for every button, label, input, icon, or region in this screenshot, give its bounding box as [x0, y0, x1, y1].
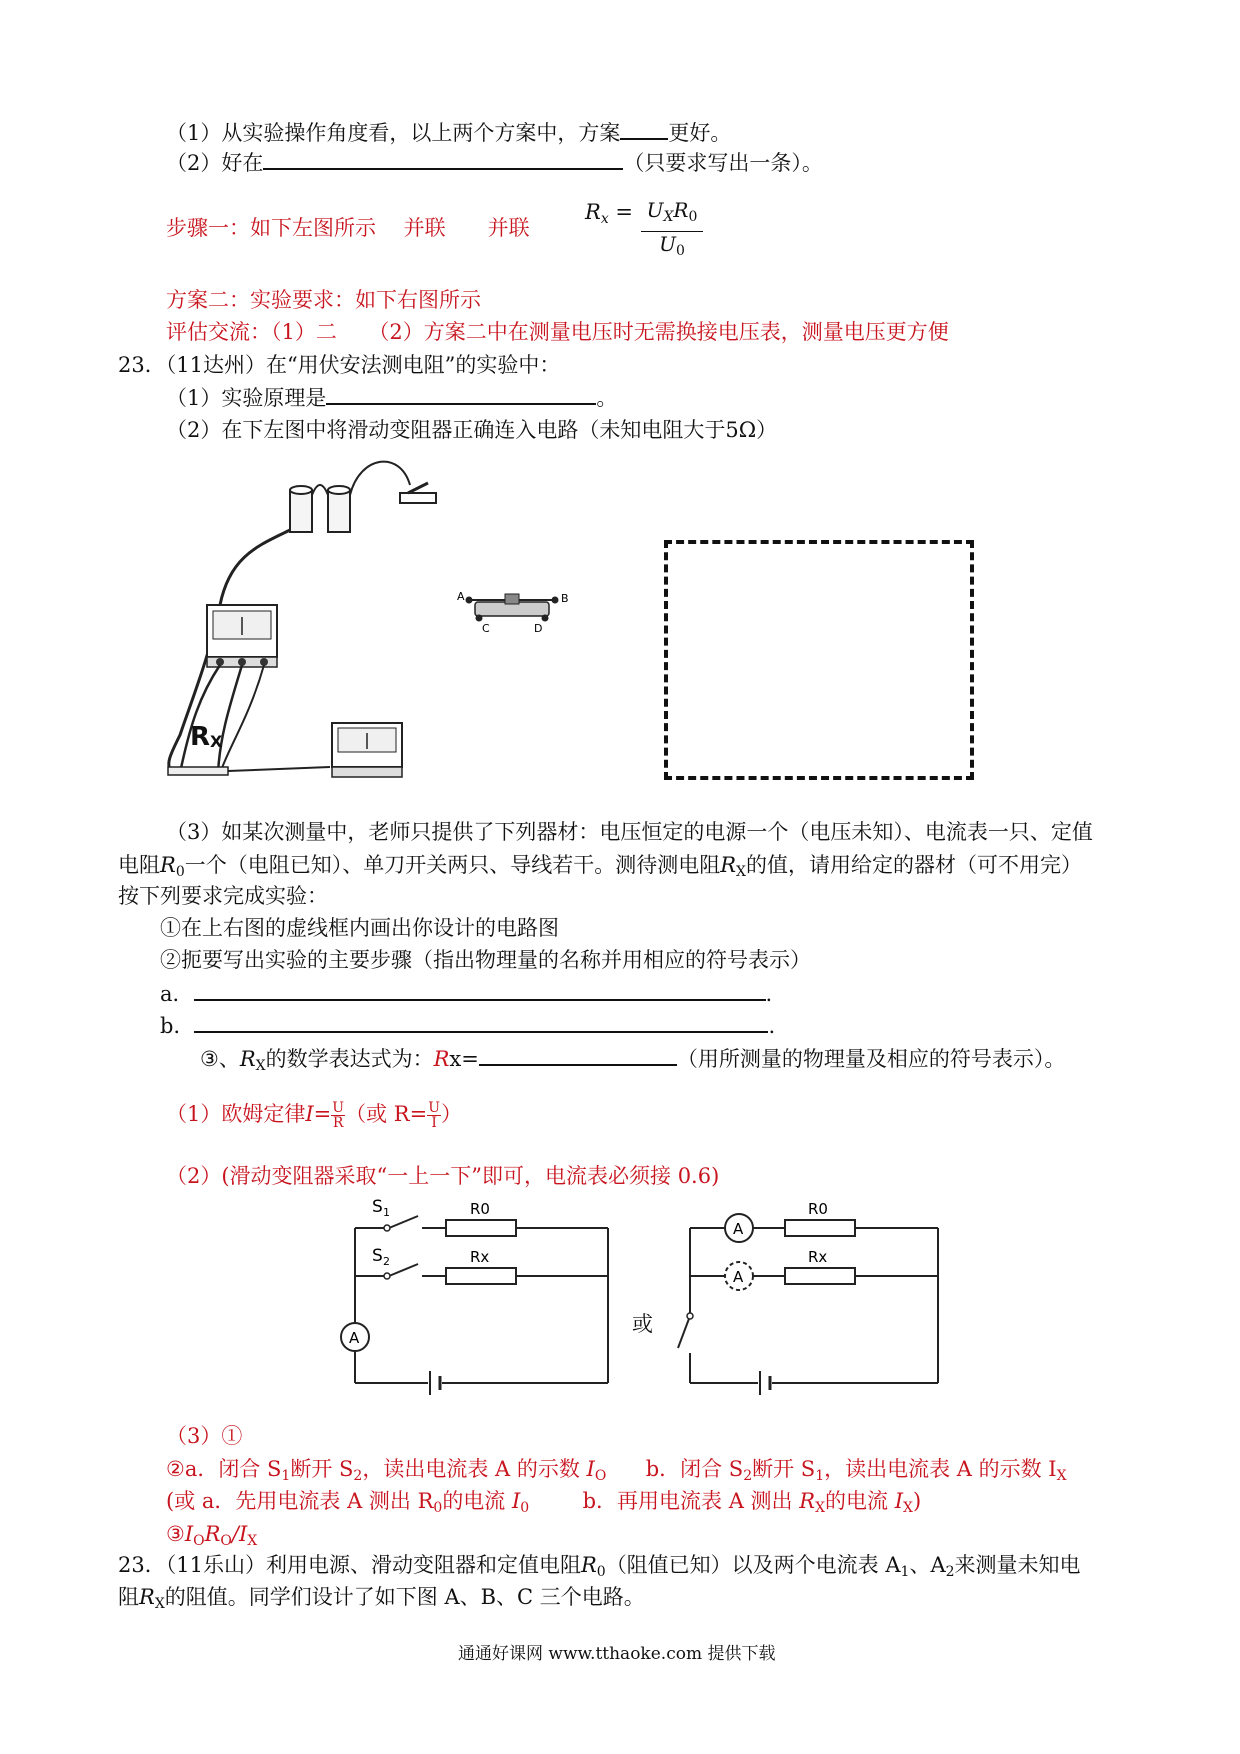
svg-text:C: C [482, 622, 490, 635]
requirement-2: ②扼要写出实验的主要步骤（指出物理量的名称并用相应的符号表示） [160, 948, 811, 972]
answer-23-2: （2）(滑动变阻器采取“一上一下”即可，电流表必须接 0.6) [166, 1164, 720, 1188]
answer-23-3a: ②a．闭合 $S_1$断开 $S_2$，读出电流表 A 的示数 $I_O$ b．闭合 $S_2$断开 $S_1$，读出电流表 A 的示数 $I_X$ [166, 1457, 1067, 1484]
drawing-area-box [664, 540, 974, 780]
physical-circuit-figure [160, 455, 470, 780]
problem-24-line2: 阻$R_X$的阻值。同学们设计了如下图 A、B、C 三个电路。 [118, 1585, 645, 1612]
answer-23-3-expr: $③I_OR_O/I_X$ [166, 1522, 258, 1549]
answer-eval: 评估交流：（1）二 （2）方案二中在测量电压时无需换接电压表，测量电压更方便 [166, 320, 949, 344]
problem-23-q2: （2）在下左图中将滑动变阻器正确连入电路（未知电阻大于5Ω） [166, 418, 778, 442]
switch [400, 493, 436, 503]
resistor-rx [785, 1268, 855, 1284]
answer-blank [194, 981, 766, 1001]
svg-text:A: A [733, 1220, 744, 1238]
problem-23-title: 23．（11达州）在“用伏安法测电阻”的实验中： [118, 353, 561, 377]
answer-blank [263, 150, 623, 170]
requirement-1: ①在上右图的虚线框内画出你设计的电路图 [160, 916, 559, 940]
circuit-diagram-left [330, 1198, 620, 1408]
problem-23-q1: （1）实验原理是 。 [166, 386, 618, 410]
resistor-r0 [446, 1220, 516, 1236]
requirement-3: ③、$R_X$的数学表达式为：Rx= （用所测量的物理量及相应的符号表示）。 [200, 1047, 1066, 1074]
rheostat-figure [455, 588, 575, 638]
svg-text:B: B [561, 592, 569, 605]
svg-text:S: S [372, 1198, 383, 1217]
problem-23-q3-line1: （3）如某次测量中，老师只提供了下列器材：电压恒定的电源一个（电压未知）、电流表一只、定值 [166, 820, 1093, 844]
answer-blank [326, 385, 596, 405]
answer-blank [620, 120, 668, 140]
answer-plan2: 方案二：实验要求：如下右图所示 [166, 288, 481, 312]
resistor-r0 [785, 1220, 855, 1236]
svg-text:A: A [349, 1329, 360, 1347]
answer-23-3: （3）① [166, 1424, 243, 1448]
svg-text:D: D [534, 622, 543, 635]
problem-23-q3-line2: 电阻$R_0$一个（电阻已知）、单刀开关两只、导线若干。测待测电阻$R_X$的值，请用给定的器材（可不用完） [118, 853, 1083, 880]
resistor-rx [446, 1268, 516, 1284]
svg-text:2: 2 [383, 1255, 390, 1268]
step-a-line: a． . [160, 982, 773, 1006]
svg-text:Rx: Rx [808, 1248, 828, 1266]
svg-text:R0: R0 [808, 1200, 828, 1218]
svg-text:R: R [190, 722, 211, 752]
answer-blank [194, 1013, 768, 1033]
svg-text:S: S [372, 1246, 383, 1266]
answer-blank [479, 1046, 677, 1066]
or-label: 或 [632, 1312, 653, 1336]
question-1-line: （1）从实验操作角度看，以上两个方案中，方案 更好。 [166, 121, 732, 145]
battery-cell [290, 490, 312, 532]
battery-cell [328, 490, 350, 532]
svg-text:A: A [457, 590, 465, 603]
circuit-diagram-right [670, 1198, 950, 1408]
svg-text:A: A [733, 1268, 744, 1286]
svg-text:Rx: Rx [470, 1248, 490, 1266]
svg-text:1: 1 [383, 1206, 390, 1219]
answer-step1: 步骤一：如下左图所示 并联 并联 [166, 216, 530, 240]
rx-fraction: $U_XR_0$ $U_0$ [641, 198, 703, 263]
step-b-line: b． . [160, 1014, 776, 1038]
rx-formula: $R_x$ = [585, 200, 634, 227]
svg-text:R0: R0 [470, 1200, 490, 1218]
answer-23-3-alt: (或 a．先用电流表 A 测出 $R_0$的电流 $I_0$ b．再用电流表 A 测出 $R_X$的电流 $I_X$) [166, 1489, 922, 1516]
problem-23-q3-line3: 按下列要求完成实验： [118, 884, 328, 908]
page-footer: 通通好课网 www.tthaoke.com 提供下载 [458, 1644, 776, 1664]
resistor-rx [168, 767, 228, 775]
question-2-line: （2）好在 （只要求写出一条）。 [166, 151, 823, 175]
answer-23-1: （1）欧姆定律I= $\frac{U}{R}$ （或 R= $\frac{U}{I}$ ） [166, 1100, 462, 1131]
svg-text:X: X [210, 732, 223, 751]
problem-24-title: 23．（11乐山）利用电源、滑动变阻器和定值电阻$R_0$（阻值已知）以及两个电流表 $A_1$、$A_2$来测量未知电 [118, 1553, 1081, 1580]
